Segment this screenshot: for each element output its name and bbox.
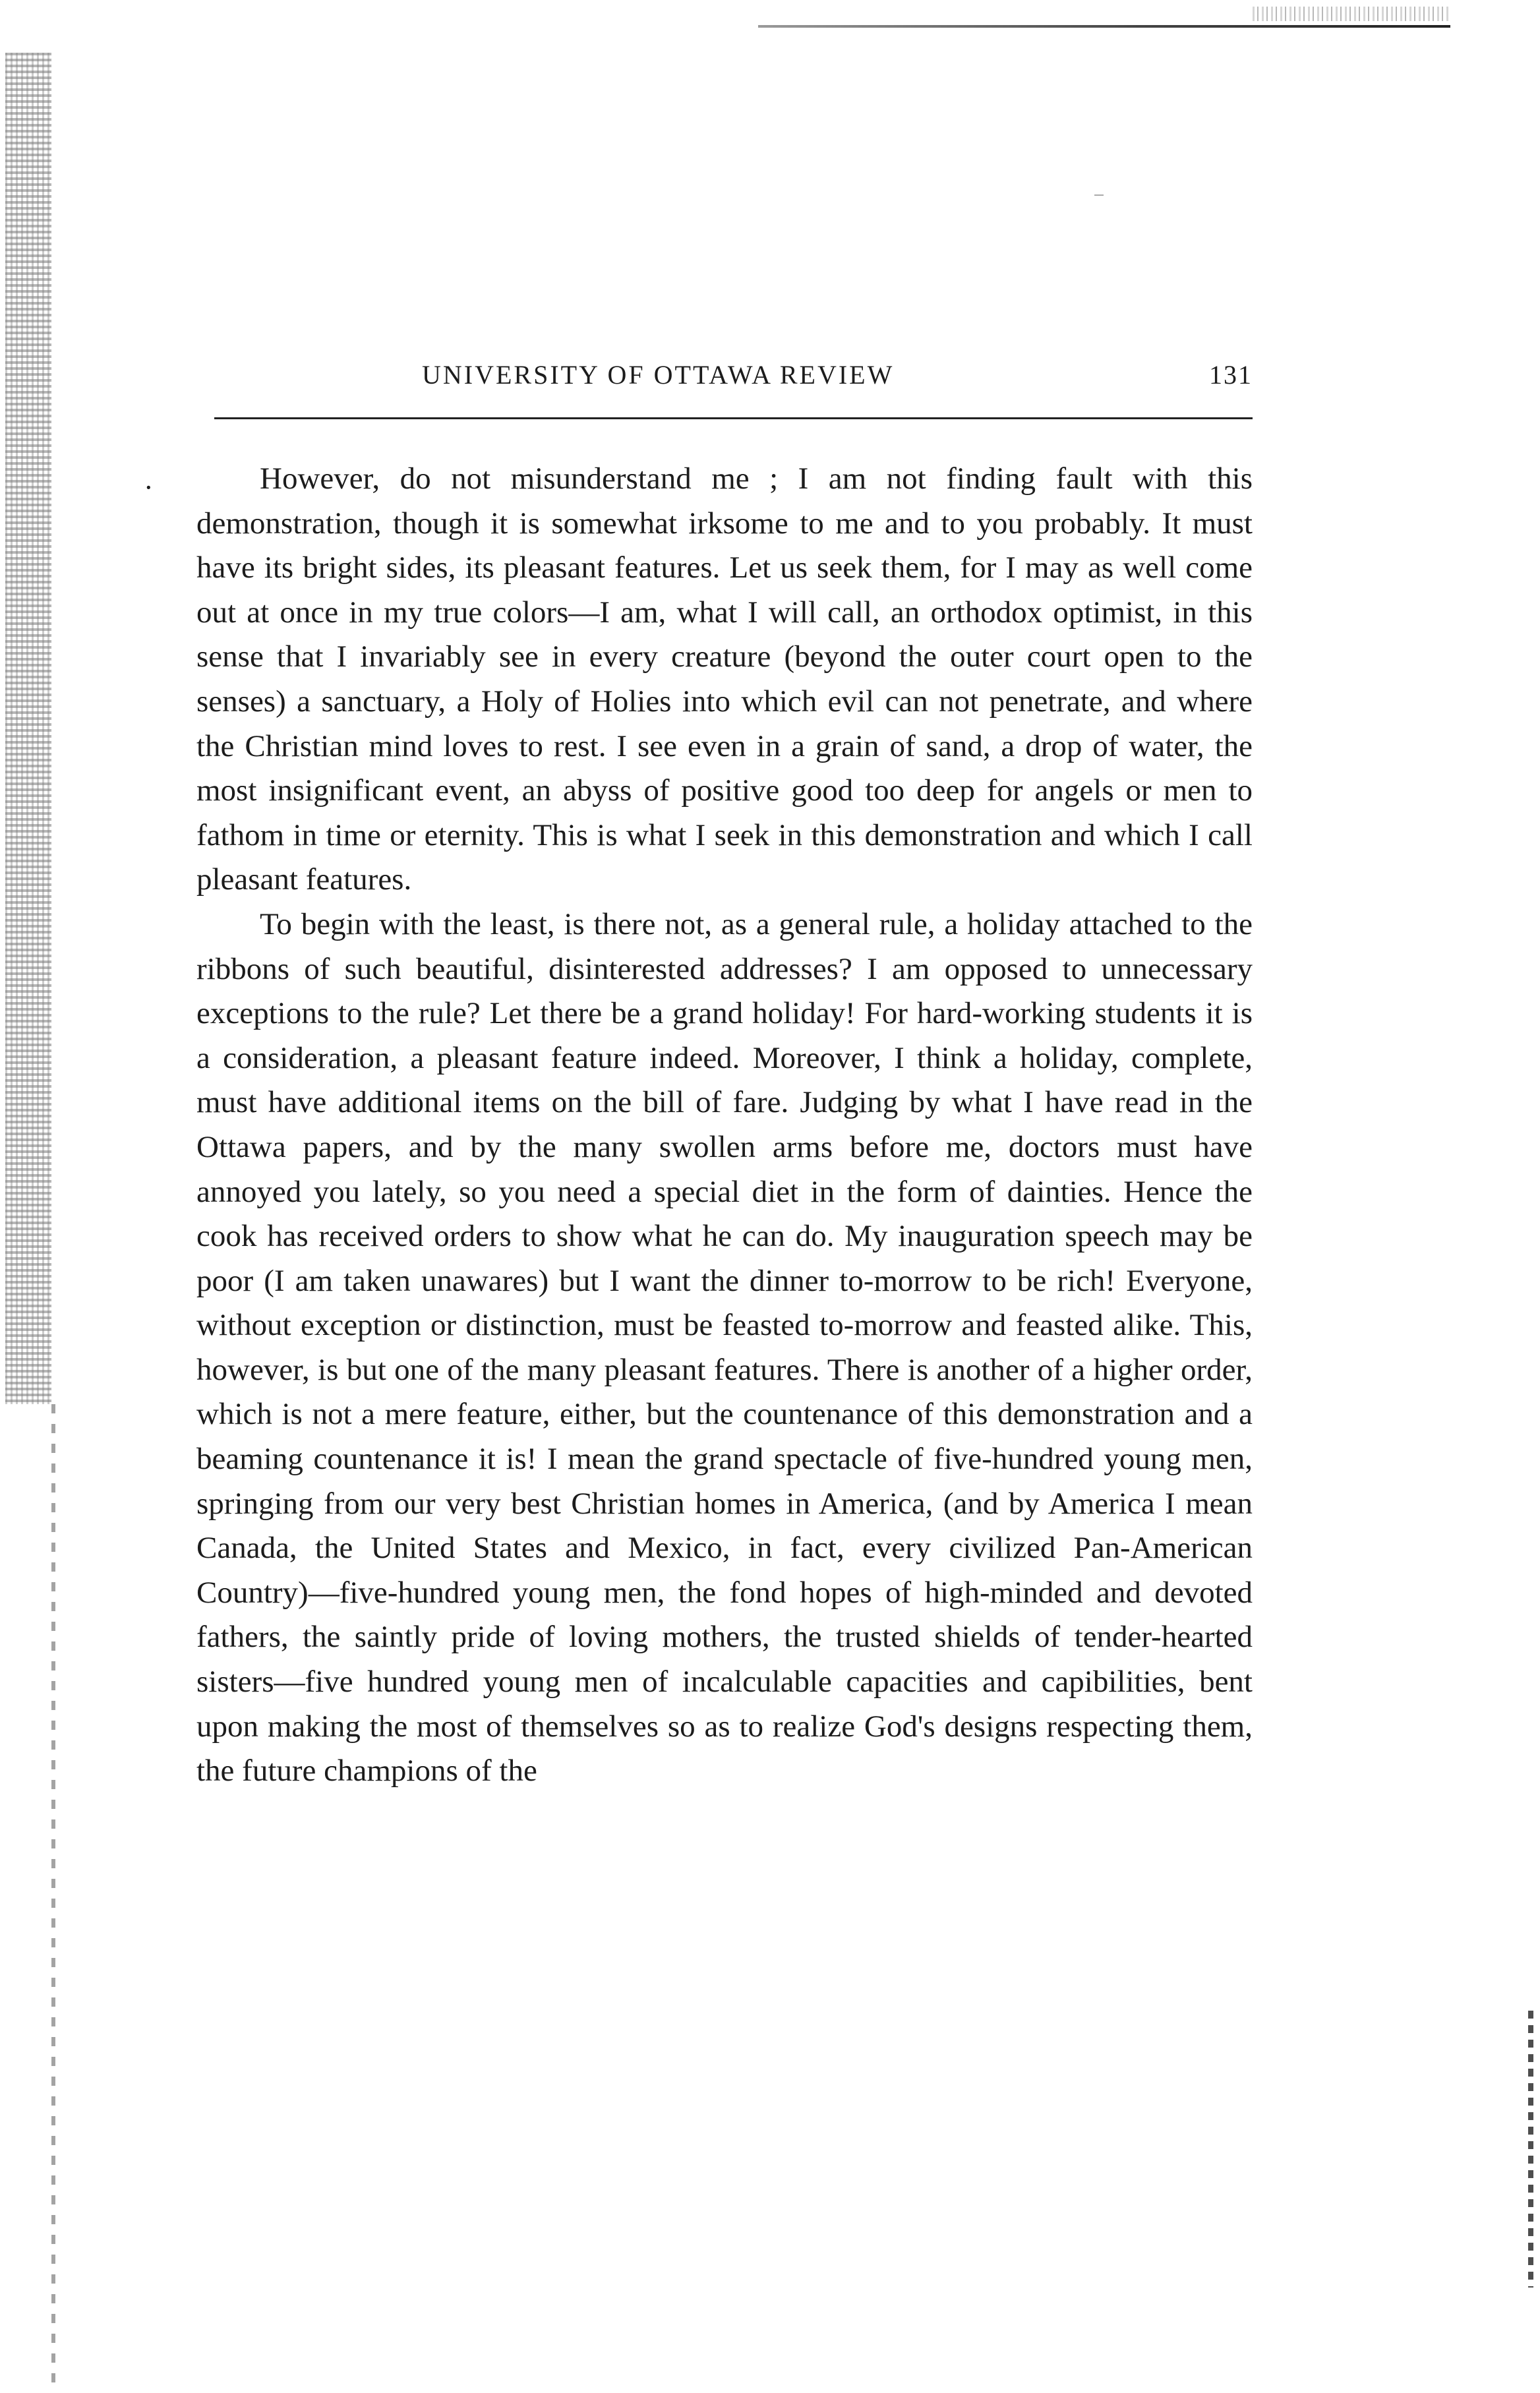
article-body — [196, 457, 1253, 1794]
page-number: 131 — [1209, 360, 1253, 390]
scan-binding-edge-left — [5, 53, 51, 1404]
scan-stray-mark — [1094, 194, 1104, 196]
header-divider — [214, 417, 1253, 419]
running-head — [422, 359, 1253, 399]
scan-edge-right — [1528, 2011, 1533, 2288]
scan-rule-top — [758, 25, 1450, 28]
paragraph: However, do not misunderstand me ; I am not finding fault with this demonstration, though it is somewhat irksome to me and to you probably. It must have its bright sides, its pleasant features. Let us seek them, for I may as well come out at once in my true colors—I am, what I will call, an orthodox optimist, in this sense that I invariably see in every creature (beyond the outer court open to the senses) a sanctuary, a Holy of Holies into which evil can not penetrate, and where the Christian mind loves to rest. I see even in a grain of sand, a drop of water, the most insignificant event, an abyss of positive good too deep for angels or men to fathom in time or eternity. This is what I seek in this demonstration and which I call pleasant features. — [196, 461, 1253, 897]
scan-noise-top — [1253, 7, 1450, 21]
journal-title: UNIVERSITY OF OTTAWA REVIEW — [422, 360, 895, 390]
scan-binding-edge-left-lower — [51, 1404, 55, 2393]
paragraph: To begin with the least, is there not, as a general rule, a holiday attached to the ribbons of such beautiful, disinterested addresses? I am opposed to unnecessary exceptions to the rule? Let there be a grand holiday! For hard-working students it is a consideration, a pleasant feature indeed. Moreover, I think a holiday, complete, must have additional items on the bill of fare. Judging by what I have read in the Ottawa papers, and by the many swollen arms before me, doctors must have annoyed you lately, so you need a special diet in the form of dainties. Hence the cook has received orders to show what he can do. My inauguration speech may be poor (I am taken unawares) but I want the dinner to-morrow to be rich! Everyone, without exception or distinction, must be feasted to-morrow and feasted alike. This, however, is but one of the many pleasant features. There is another of a higher order, which is not a mere feature, either, but the countenance of this demonstration and a beaming countenance it is! I mean the grand spectacle of five-hundred young men, springing from our very best Christian homes in America, (and by America I mean Canada, the United States and Mexico, in fact, every civilized Pan-American Country)—five-hundred young men, the fond hopes of high-minded and devoted fathers, the saintly pride of loving mothers, the trusted shields of tender-hearted sisters—five hundred young men of incalculable capacities and capibilities, bent upon making the most of themselves so as to realize God's designs respecting them, the future champions of the — [196, 906, 1253, 1788]
margin-dot-mark: · — [144, 471, 154, 504]
